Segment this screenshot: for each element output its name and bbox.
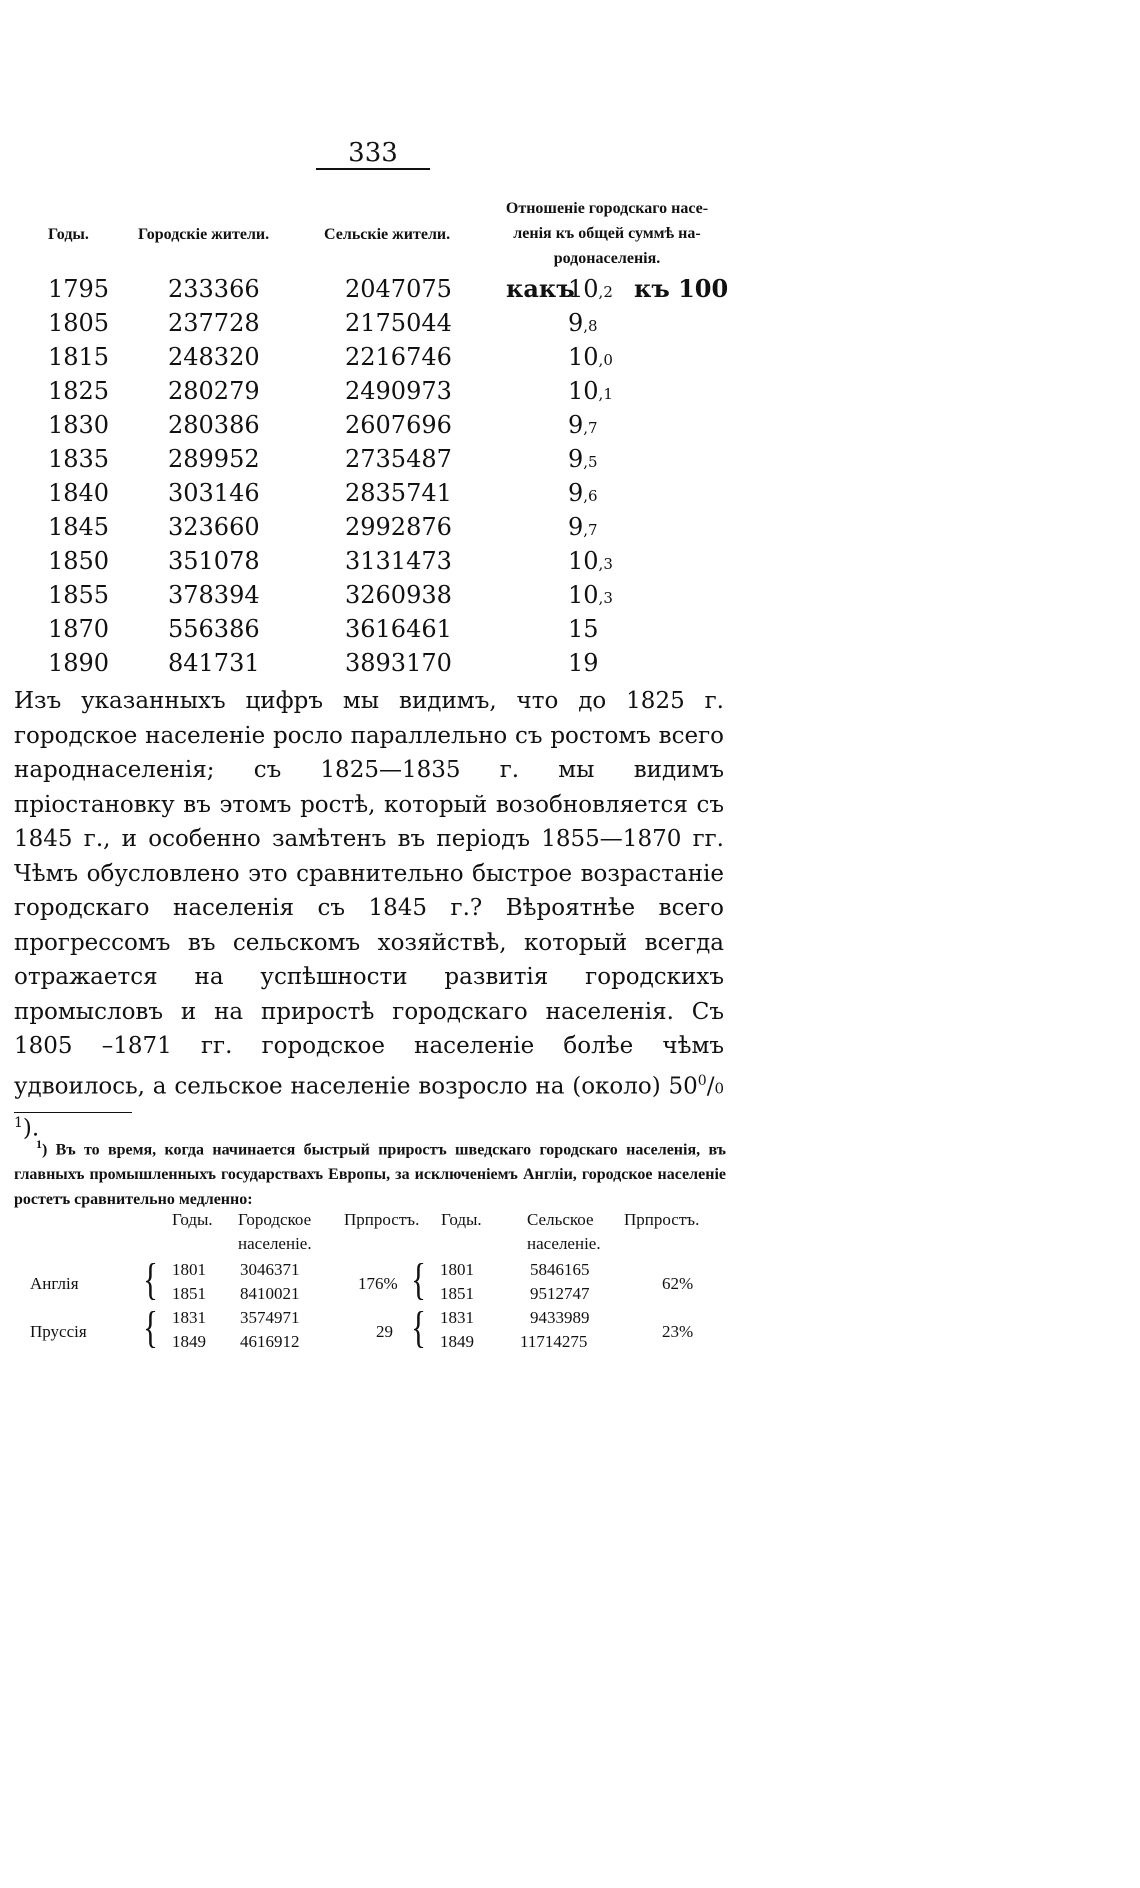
cell-ratio — [568, 272, 613, 309]
cell-ratio — [568, 578, 613, 615]
ft-header-growth-b: Прпростъ. — [624, 1210, 700, 1229]
cell-ratio — [568, 476, 598, 513]
body-paragraph — [14, 684, 724, 1146]
ft-urban-value: 3574971 — [240, 1308, 300, 1327]
table-row — [0, 578, 942, 612]
cell-ratio — [568, 408, 598, 445]
ft-urban-growth — [358, 1272, 398, 1296]
cell-urban: 841731 — [168, 649, 260, 677]
footnote-body: Въ то время, когда начинается быстрый приростъ шведскаго городскаго населенія, въ главныхъ промышленныхъ государствахъ Европы, за исключеніемъ Англіи, городское населеніе ростетъ сравнительно медленно: — [14, 1141, 727, 1209]
cell-rural: 2992876 — [345, 513, 452, 541]
brace-right: { — [411, 1303, 426, 1352]
cell-urban: 378394 — [168, 581, 260, 609]
header-ratio-line-2: ленія къ общей суммѣ на- — [513, 225, 701, 242]
ft-year: 1849 — [172, 1332, 206, 1351]
cell-rural: 3893170 — [345, 649, 452, 677]
cell-year: 1830 — [48, 411, 110, 439]
cell-urban: 289952 — [168, 445, 260, 473]
cell-urban: 556386 — [168, 615, 260, 643]
cell-rural: 3131473 — [345, 547, 452, 575]
footnote-rule — [14, 1112, 132, 1113]
brace-left: { — [143, 1303, 158, 1352]
ft-header-urban-pop-1: Городское — [238, 1210, 312, 1229]
ft-percent-sign: % — [679, 1274, 694, 1293]
ratio-dec: ,0 — [598, 351, 613, 369]
ft-percent-sign: % — [383, 1274, 398, 1293]
ft-rural-value: 5846165 — [530, 1260, 590, 1279]
cell-year: 1845 — [48, 513, 110, 541]
ft-year: 1801 — [172, 1260, 206, 1279]
ratio-int: 9 — [568, 445, 584, 473]
ratio-int: 15 — [568, 615, 599, 643]
table-row — [0, 340, 942, 374]
ft-year: 1831 — [172, 1308, 206, 1327]
ratio-dec: ,3 — [598, 589, 613, 607]
ratio-int: 9 — [568, 513, 584, 541]
cell-rural: 3616461 — [345, 615, 452, 643]
cell-urban: 323660 — [168, 513, 260, 541]
cell-ratio — [568, 306, 598, 343]
ft-urban-value: 8410021 — [240, 1284, 300, 1303]
ratio-int: 10 — [568, 581, 599, 609]
cell-year: 1850 — [48, 547, 110, 575]
table-row — [0, 612, 942, 646]
ft-year: 1831 — [440, 1308, 474, 1327]
ft-header-rural-pop-1: Сельское — [527, 1210, 594, 1229]
cell-ratio — [568, 340, 613, 377]
header-ratio-line-1: Отношеніе городскаго насе- — [505, 200, 709, 217]
cell-urban: 303146 — [168, 479, 260, 507]
header-urban-residents: Городскіе жители. — [138, 226, 270, 243]
ratio-int: 9 — [568, 411, 584, 439]
ratio-dec: ,1 — [598, 385, 613, 403]
cell-year: 1795 — [48, 275, 110, 303]
table-row — [0, 476, 942, 510]
ratio-int: 9 — [568, 309, 584, 337]
header-ratio-line-3: родонаселенія. — [553, 250, 661, 267]
footnote-marker: 1 — [36, 1137, 42, 1151]
cell-rural: 2175044 — [345, 309, 452, 337]
page-number-rule — [316, 168, 430, 170]
footnote-reference[interactable]: 1 — [14, 1114, 23, 1131]
cell-rural: 2490973 — [345, 377, 452, 405]
ft-header-years-a: Годы. — [172, 1210, 213, 1229]
cell-ratio — [568, 646, 599, 683]
ft-rural-value: 9433989 — [530, 1308, 590, 1327]
ft-rural-value: 9512747 — [530, 1284, 590, 1303]
body-paragraph-text: Изъ указанныхъ цифръ мы видимъ, что до 1825 г. городское населеніе росло параллельно съ ростомъ всего народнаселенія; съ 1825—1835 г. мы видимъ пріостановку въ этомъ ростѣ, который возобновляется съ 1845 г., и особенно замѣтенъ въ періодъ 1855—1870 гг. Чѣмъ обусловлено это сравнительно быстрое возрастаніе городскаго населенія съ 1845 г.? Вѣроятнѣе всего прогрессомъ въ сельскомъ хозяйствѣ, который всегда отражается на успѣшности развитія городскихъ промысловъ и на приростѣ городскаго населенія. Съ 1805 –1871 гг. городское населеніе болѣе чѣмъ удвоилось, а сельское населеніе возросло на (около) 50 — [14, 688, 724, 1100]
ratio-int: 10 — [568, 377, 599, 405]
cell-urban: 237728 — [168, 309, 260, 337]
cell-ratio — [568, 544, 613, 581]
ratio-dec: ,2 — [598, 283, 613, 301]
table-row — [0, 374, 942, 408]
ft-header-rural-pop-2: населеніе. — [527, 1234, 601, 1253]
ft-rural-growth-value: 62 — [662, 1274, 679, 1293]
brace-left: { — [143, 1255, 158, 1304]
percent-sup: 0 — [697, 1072, 707, 1089]
cell-year: 1805 — [48, 309, 110, 337]
ft-header-urban-pop-2: населеніе. — [238, 1234, 312, 1253]
page-number: 333 — [348, 138, 398, 168]
cell-urban: 233366 — [168, 275, 260, 303]
ft-year: 1801 — [440, 1260, 474, 1279]
ft-year: 1851 — [440, 1284, 474, 1303]
footnote-marker-paren: ) — [42, 1141, 48, 1159]
ft-header-urban-pop — [238, 1208, 312, 1256]
ratio-dec: ,3 — [598, 555, 613, 573]
ratio-int: 9 — [568, 479, 584, 507]
ft-country: Англія — [30, 1274, 79, 1293]
ft-urban-value: 3046371 — [240, 1260, 300, 1279]
ft-rural-growth — [662, 1320, 693, 1344]
ratio-int: 10 — [568, 343, 599, 371]
ratio-dec: ,6 — [583, 487, 598, 505]
table-row — [0, 544, 942, 578]
ft-urban-growth-value: 176 — [358, 1274, 384, 1293]
ft-urban-value: 4616912 — [240, 1332, 300, 1351]
cell-year: 1825 — [48, 377, 110, 405]
ft-header-growth-a: Прпростъ. — [344, 1210, 420, 1229]
brace-right: { — [411, 1255, 426, 1304]
ft-country: Пруссія — [30, 1322, 87, 1341]
ft-rural-growth — [662, 1272, 693, 1296]
cell-urban: 351078 — [168, 547, 260, 575]
cell-ratio — [568, 374, 613, 411]
cell-urban: 280386 — [168, 411, 260, 439]
table-row — [0, 442, 942, 476]
table-row — [0, 272, 942, 306]
ft-year: 1851 — [172, 1284, 206, 1303]
cell-year: 1815 — [48, 343, 110, 371]
cell-rural: 3260938 — [345, 581, 452, 609]
ft-header-years-b: Годы. — [441, 1210, 482, 1229]
ft-year: 1849 — [440, 1332, 474, 1351]
ft-urban-growth: 29 — [376, 1322, 393, 1341]
cell-urban: 280279 — [168, 377, 260, 405]
ratio-int: 10 — [568, 547, 599, 575]
body-closing: ). — [22, 1115, 40, 1142]
footnote-text — [14, 1132, 726, 1212]
cell-year: 1890 — [48, 649, 110, 677]
ratio-dec: ,7 — [583, 521, 598, 539]
cell-ratio — [568, 612, 599, 649]
ft-header-rural-pop — [527, 1208, 601, 1256]
cell-rural: 2216746 — [345, 343, 452, 371]
cell-ratio — [568, 510, 598, 547]
header-ratio — [484, 196, 730, 271]
percent-sub: 0 — [714, 1079, 724, 1098]
percent-slash: / — [706, 1073, 715, 1100]
table-row — [0, 510, 942, 544]
cell-year: 1855 — [48, 581, 110, 609]
table-row — [0, 646, 942, 680]
cell-urban: 248320 — [168, 343, 260, 371]
cell-rural: 2047075 — [345, 275, 452, 303]
ratio-int: 10 — [568, 275, 599, 303]
ratio-dec: ,7 — [583, 419, 598, 437]
cell-year: 1870 — [48, 615, 110, 643]
table-row — [0, 408, 942, 442]
ft-rural-value: 11714275 — [520, 1332, 588, 1351]
header-years: Годы. — [48, 226, 89, 243]
header-rural-residents: Сельскіе жители. — [324, 226, 451, 243]
ratio-dec: ,8 — [583, 317, 598, 335]
cell-rural: 2735487 — [345, 445, 452, 473]
cell-year: 1840 — [48, 479, 110, 507]
table-row — [0, 306, 942, 340]
cell-year: 1835 — [48, 445, 110, 473]
ratio-suffix: къ 100 — [634, 274, 729, 303]
cell-rural: 2607696 — [345, 411, 452, 439]
ft-percent-sign: % — [679, 1322, 694, 1341]
cell-rural: 2835741 — [345, 479, 452, 507]
ratio-dec: ,5 — [583, 453, 598, 471]
cell-ratio — [568, 442, 598, 479]
ft-rural-growth-value: 23 — [662, 1322, 679, 1341]
ratio-prefix: какъ — [506, 274, 575, 303]
ratio-int: 19 — [568, 649, 599, 677]
